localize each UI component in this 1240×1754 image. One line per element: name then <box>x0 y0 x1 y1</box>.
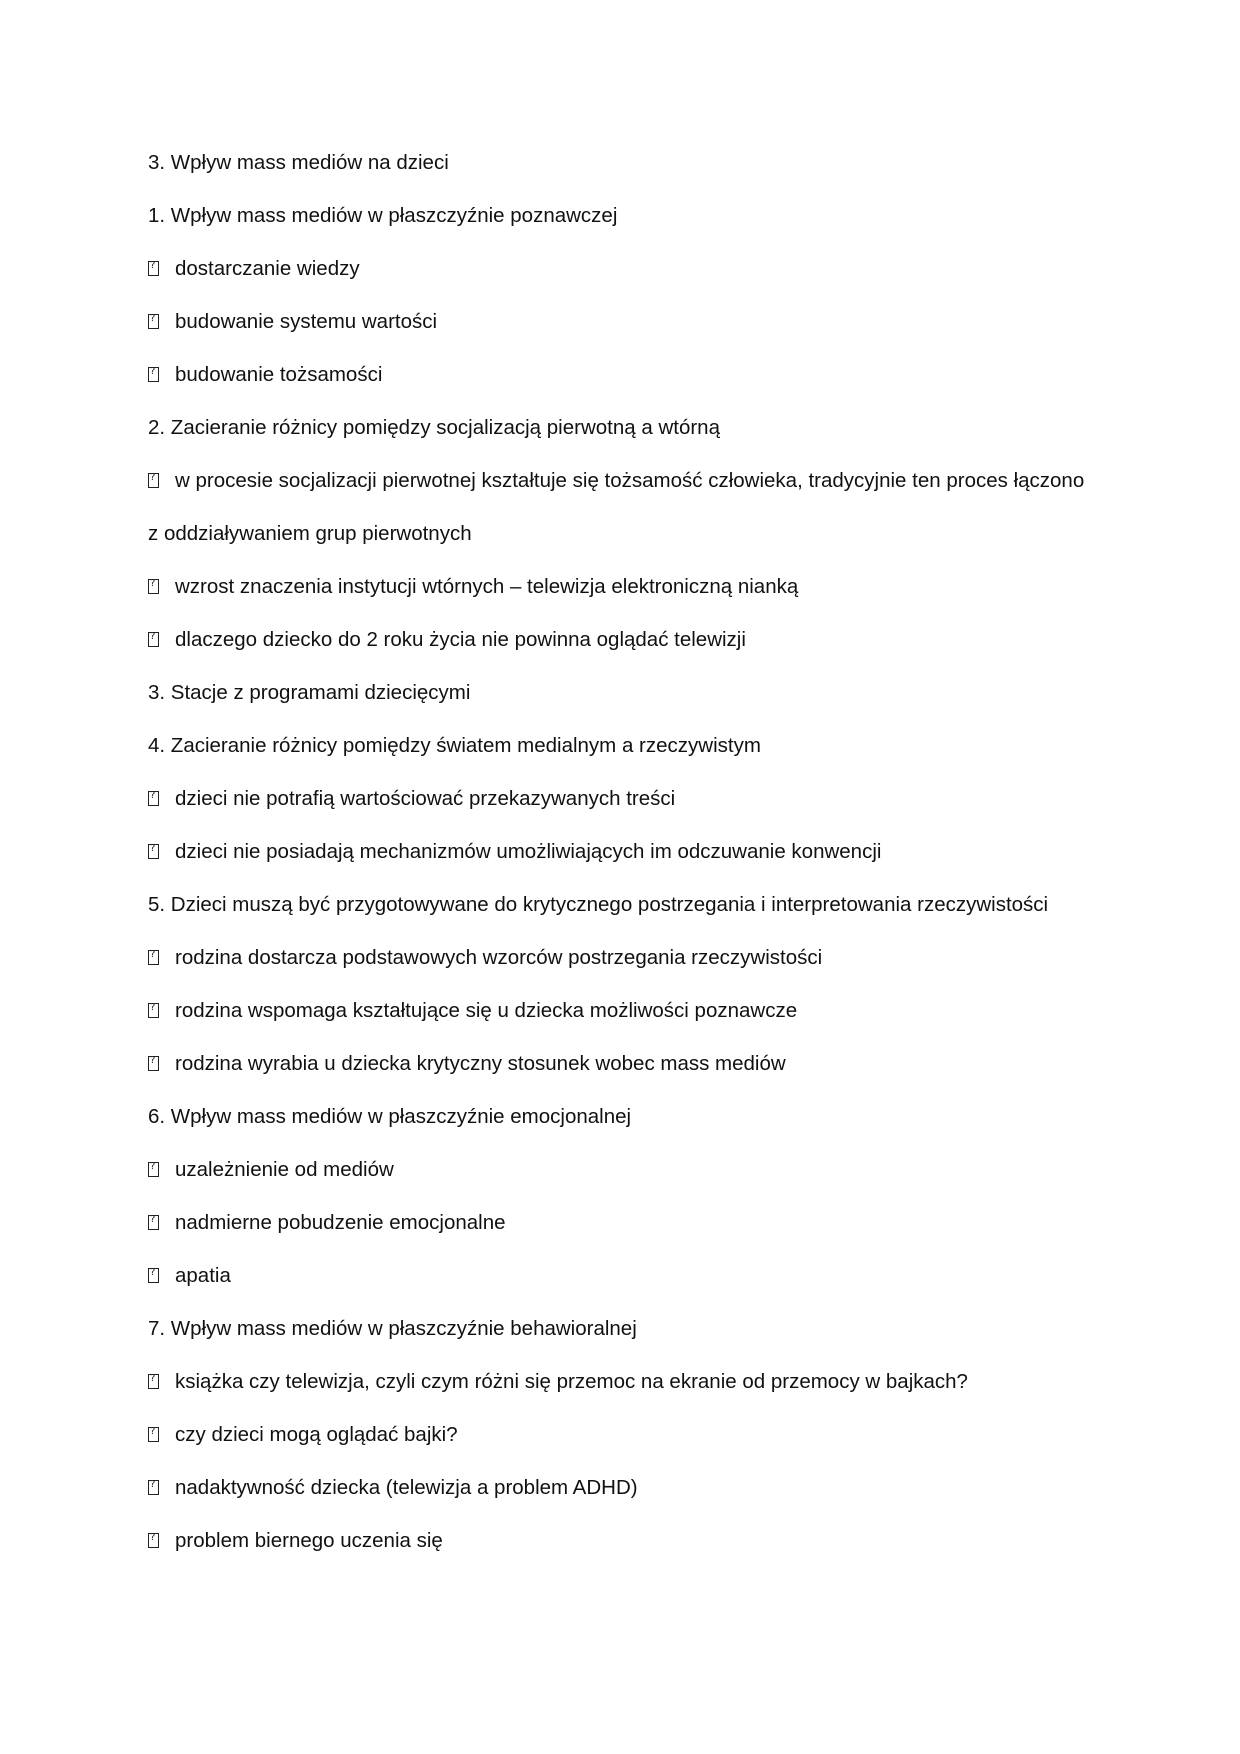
line-text: wzrost znaczenia instytucji wtórnych – telewizja elektroniczną nianką <box>175 575 799 598</box>
line-text: dzieci nie potrafią wartościować przekazywanych treści <box>175 787 676 810</box>
missing-glyph-bullet-icon <box>148 1427 159 1442</box>
section-heading <box>148 729 1108 762</box>
line-text: dlaczego dziecko do 2 roku życia nie powinna oglądać telewizji <box>175 628 746 651</box>
line-text: budowanie systemu wartości <box>175 310 438 333</box>
bullet-item <box>148 1471 1108 1504</box>
bullet-item <box>148 305 1108 338</box>
line-text: rodzina dostarcza podstawowych wzorców postrzegania rzeczywistości <box>175 946 823 969</box>
line-text: apatia <box>175 1264 231 1287</box>
missing-glyph-bullet-icon <box>148 1268 159 1283</box>
line-text: 5. Dzieci muszą być przygotowywane do krytycznego postrzegania i interpretowania rzeczywistości <box>148 893 1049 916</box>
line-text: 4. Zacieranie różnicy pomiędzy światem medialnym a rzeczywistym <box>148 734 761 757</box>
line-text: 6. Wpływ mass mediów w płaszczyźnie emocjonalnej <box>148 1105 632 1128</box>
bullet-item <box>148 1365 1108 1398</box>
missing-glyph-bullet-icon <box>148 367 159 382</box>
line-text: uzależnienie od mediów <box>175 1158 394 1181</box>
section-heading <box>148 199 1108 232</box>
section-heading <box>148 888 1108 921</box>
bullet-item <box>148 1418 1108 1451</box>
bullet-item <box>148 994 1108 1027</box>
bullet-item <box>148 1153 1108 1186</box>
missing-glyph-bullet-icon <box>148 950 159 965</box>
line-text: nadaktywność dziecka (telewizja a problem ADHD) <box>175 1476 638 1499</box>
line-text: nadmierne pobudzenie emocjonalne <box>175 1211 506 1234</box>
section-heading <box>148 1312 1108 1345</box>
missing-glyph-bullet-icon <box>148 632 159 647</box>
missing-glyph-bullet-icon <box>148 579 159 594</box>
bullet-item <box>148 941 1108 974</box>
section-heading <box>148 676 1108 709</box>
line-text: problem biernego uczenia się <box>175 1529 443 1552</box>
line-text: 3. Stacje z programami dziecięcymi <box>148 681 471 704</box>
line-text: 1. Wpływ mass mediów w płaszczyźnie poznawczej <box>148 204 618 227</box>
line-text: budowanie tożsamości <box>175 363 383 386</box>
missing-glyph-bullet-icon <box>148 261 159 276</box>
line-text: rodzina wspomaga kształtujące się u dziecka możliwości poznawcze <box>175 999 798 1022</box>
bullet-item <box>148 1206 1108 1239</box>
missing-glyph-bullet-icon <box>148 1374 159 1389</box>
line-text: w procesie socjalizacji pierwotnej kształtuje się tożsamość człowieka, tradycyjnie ten proces łączono <box>175 469 1085 492</box>
bullet-item <box>148 1047 1108 1080</box>
line-text: czy dzieci mogą oglądać bajki? <box>175 1423 458 1446</box>
missing-glyph-bullet-icon <box>148 1480 159 1495</box>
section-heading <box>148 411 1108 444</box>
line-text: 3. Wpływ mass mediów na dzieci <box>148 151 449 174</box>
missing-glyph-bullet-icon <box>148 473 159 488</box>
line-text: dzieci nie posiadają mechanizmów umożliwiających im odczuwanie konwencji <box>175 840 882 863</box>
bullet-item <box>148 623 1108 656</box>
section-heading <box>148 146 1108 179</box>
bullet-item <box>148 835 1108 868</box>
line-text: książka czy telewizja, czyli czym różni się przemoc na ekranie od przemocy w bajkach? <box>175 1370 968 1393</box>
bullet-item <box>148 1259 1108 1292</box>
missing-glyph-bullet-icon <box>148 791 159 806</box>
bullet-item <box>148 358 1108 391</box>
missing-glyph-bullet-icon <box>148 1056 159 1071</box>
bullet-item <box>148 782 1108 815</box>
line-text: z oddziaływaniem grup pierwotnych <box>148 522 472 545</box>
missing-glyph-bullet-icon <box>148 1215 159 1230</box>
missing-glyph-bullet-icon <box>148 1003 159 1018</box>
bullet-item <box>148 464 1108 497</box>
missing-glyph-bullet-icon <box>148 314 159 329</box>
bullet-item <box>148 1524 1108 1557</box>
line-text: dostarczanie wiedzy <box>175 257 360 280</box>
bullet-item <box>148 252 1108 285</box>
line-text: 7. Wpływ mass mediów w płaszczyźnie behawioralnej <box>148 1317 637 1340</box>
section-heading <box>148 1100 1108 1133</box>
bullet-item <box>148 570 1108 603</box>
missing-glyph-bullet-icon <box>148 1162 159 1177</box>
missing-glyph-bullet-icon <box>148 1533 159 1548</box>
line-text: rodzina wyrabia u dziecka krytyczny stosunek wobec mass mediów <box>175 1052 786 1075</box>
text-line <box>148 517 1108 550</box>
line-text: 2. Zacieranie różnicy pomiędzy socjalizacją pierwotną a wtórną <box>148 416 720 439</box>
missing-glyph-bullet-icon <box>148 844 159 859</box>
document-body <box>148 146 1108 1577</box>
